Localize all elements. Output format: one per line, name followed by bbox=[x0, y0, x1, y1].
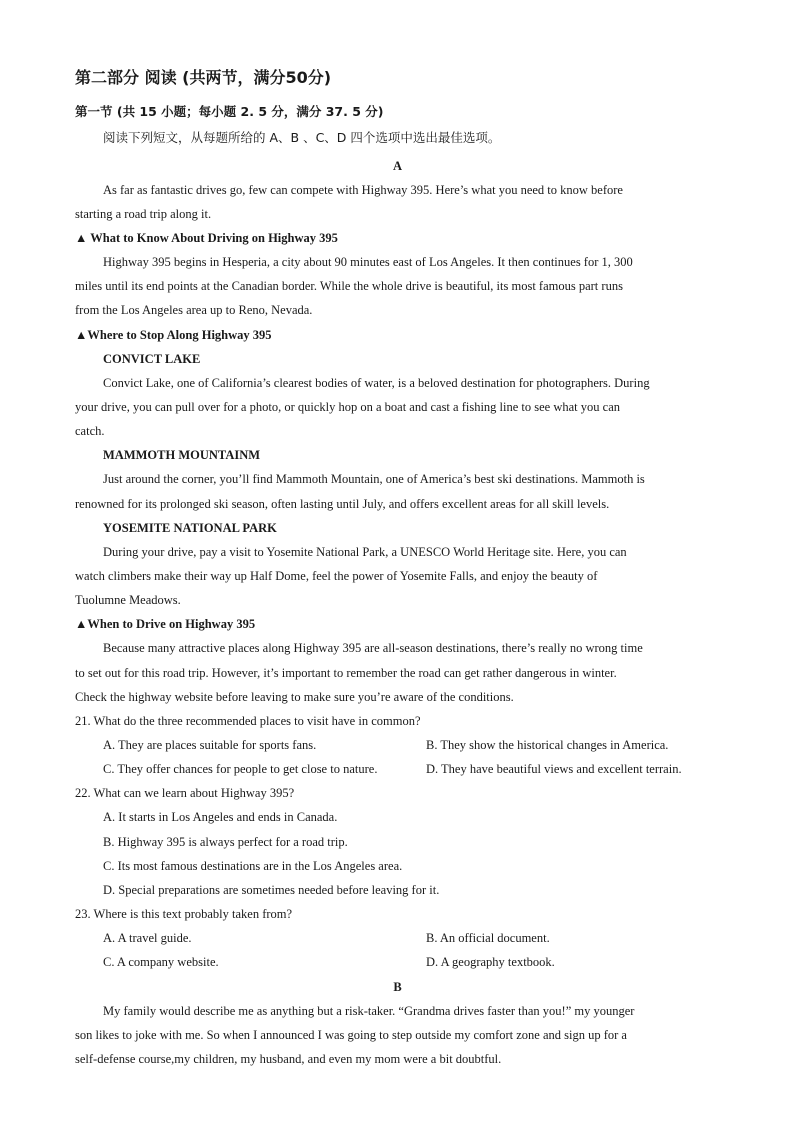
yosemite-line-2: watch climbers make their way up Half Dome, feel the power of Yosemite Falls, and enjoy the beauty of bbox=[75, 569, 598, 583]
convict-lake-line-3: catch. bbox=[75, 424, 105, 438]
question-21: 21. What do the three recommended places to visit have in common? bbox=[75, 714, 421, 728]
question-22: 22. What can we learn about Highway 395? bbox=[75, 786, 295, 800]
q23-option-c[interactable]: C. A company website. bbox=[103, 955, 219, 969]
q21-option-d[interactable]: D. They have beautiful views and excellent terrain. bbox=[426, 762, 682, 776]
mammoth-line-2: renowned for its prolonged ski season, often lasting until July, and offers excellent areas for all skill levels. bbox=[75, 497, 610, 511]
q22-option-a[interactable]: A. It starts in Los Angeles and ends in Canada. bbox=[103, 810, 338, 824]
q23-option-d[interactable]: D. A geography textbook. bbox=[426, 955, 555, 969]
yosemite-line-1: During your drive, pay a visit to Yosemite National Park, a UNESCO World Heritage site. Here, you can bbox=[103, 545, 627, 559]
yosemite-line-3: Tuolumne Meadows. bbox=[75, 593, 181, 607]
when-line-3: Check the highway website before leaving to make sure you’re aware of the conditions. bbox=[75, 690, 514, 704]
subheading-convict-lake: CONVICT LAKE bbox=[103, 352, 201, 366]
q21-option-c[interactable]: C. They offer chances for people to get close to nature. bbox=[103, 762, 378, 776]
passage-a-intro-line-2: starting a road trip along it. bbox=[75, 207, 212, 221]
subheading-mammoth-mountain: MAMMOTH MOUNTAINM bbox=[103, 448, 261, 462]
section-title: 第一节 (共 15 小题；每小题 2. 5 分，满分 37. 5 分) bbox=[75, 104, 384, 119]
q23-option-b[interactable]: B. An official document. bbox=[426, 931, 550, 945]
paragraph-1-line-1: Highway 395 begins in Hesperia, a city about 90 minutes east of Los Angeles. It then continues for 1, 300 bbox=[103, 255, 633, 269]
instruction: 阅读下列短文，从每题所给的 A、B 、C、D 四个选项中选出最佳选项。 bbox=[103, 130, 501, 145]
q21-option-b[interactable]: B. They show the historical changes in America. bbox=[426, 738, 669, 752]
heading-what-to-know: ▲ What to Know About Driving on Highway 395 bbox=[75, 231, 338, 245]
passage-a-intro-line-1: As far as fantastic drives go, few can compete with Highway 395. Here’s what you need to know before bbox=[103, 183, 623, 197]
passage-b-line-1: My family would describe me as anything but a risk-taker. “Grandma drives faster than you!” my younger bbox=[103, 1004, 635, 1018]
when-line-1: Because many attractive places along Highway 395 are all-season destinations, there’s really no wrong time bbox=[103, 641, 643, 655]
when-line-2: to set out for this road trip. However, it’s important to remember the road can get rather dangerous in winter. bbox=[75, 666, 617, 680]
q22-option-d[interactable]: D. Special preparations are sometimes needed before leaving for it. bbox=[103, 883, 440, 897]
subheading-yosemite: YOSEMITE NATIONAL PARK bbox=[103, 521, 277, 535]
convict-lake-line-1: Convict Lake, one of California’s clearest bodies of water, is a beloved destination for photographers. During bbox=[103, 376, 650, 390]
question-23: 23. Where is this text probably taken from? bbox=[75, 907, 293, 921]
passage-a-label: A bbox=[392, 159, 403, 173]
q21-option-a[interactable]: A. They are places suitable for sports fans. bbox=[103, 738, 317, 752]
passage-b-line-3: self-defense course,my children, my husband, and even my mom were a bit doubtful. bbox=[75, 1052, 502, 1066]
heading-where-to-stop: ▲Where to Stop Along Highway 395 bbox=[75, 328, 272, 342]
mammoth-line-1: Just around the corner, you’ll find Mammoth Mountain, one of America’s best ski destinations. Mammoth is bbox=[103, 472, 645, 486]
part-title: 第二部分 阅读 (共两节，满分50分) bbox=[75, 68, 332, 87]
heading-when-to-drive: ▲When to Drive on Highway 395 bbox=[75, 617, 256, 631]
q22-option-c[interactable]: C. Its most famous destinations are in the Los Angeles area. bbox=[103, 859, 403, 873]
q22-option-b[interactable]: B. Highway 395 is always perfect for a road trip. bbox=[103, 835, 348, 849]
paragraph-1-line-2: miles until its end points at the Canadian border. While the whole drive is beautiful, its most famous part runs bbox=[75, 279, 623, 293]
convict-lake-line-2: your drive, you can pull over for a photo, or quickly hop on a boat and cast a fishing line to see what you can bbox=[75, 400, 620, 414]
passage-b-label: B bbox=[393, 980, 402, 994]
paragraph-1-line-3: from the Los Angeles area up to Reno, Nevada. bbox=[75, 303, 313, 317]
q23-option-a[interactable]: A. A travel guide. bbox=[103, 931, 192, 945]
passage-b-line-2: son likes to joke with me. So when I announced I was going to step outside my comfort zone and sign up for a bbox=[75, 1028, 627, 1042]
